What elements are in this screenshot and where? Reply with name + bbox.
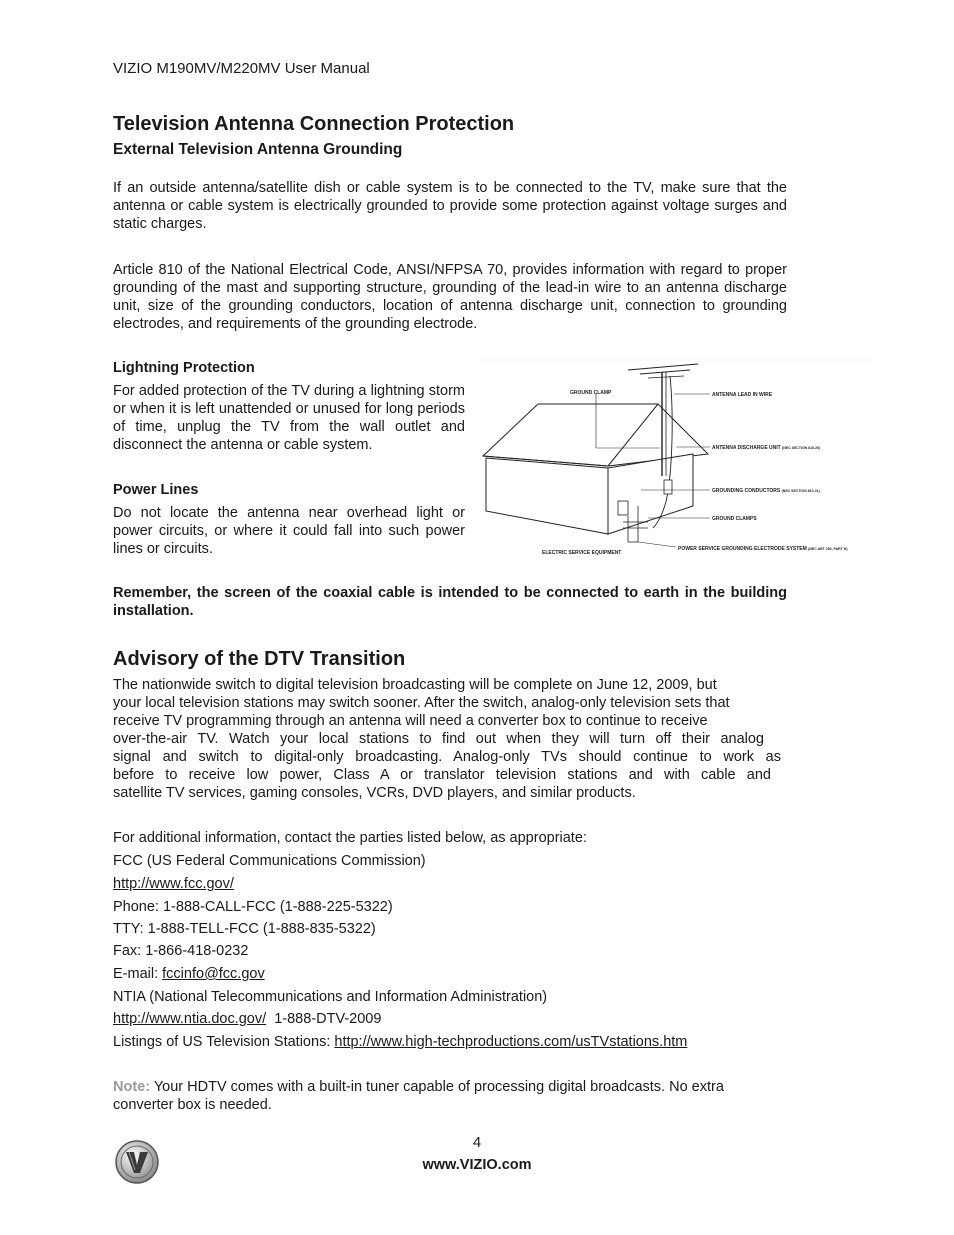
fcc-phone: Phone: 1-888-CALL-FCC (1-888-225-5322) xyxy=(113,899,393,915)
label-discharge-unit: ANTENNA DISCHARGE UNIT (NEC SECTION 810-20) xyxy=(712,445,821,451)
dtv-line: The nationwide switch to digital television broadcasting will be complete on June 12, 2009, but xyxy=(113,677,717,693)
section-subtitle-grounding: External Television Antenna Grounding xyxy=(113,141,403,158)
fcc-email-row xyxy=(113,965,265,983)
email-link[interactable]: fccinfo@fcc.gov xyxy=(162,966,265,982)
fcc-link[interactable]: http://www.fcc.gov/ xyxy=(113,876,234,892)
note-line xyxy=(113,1078,724,1096)
page-number: 4 xyxy=(472,1134,482,1151)
grounding-paragraph: If an outside antenna/satellite dish or cable system is to be connected to the TV, make sure that the antenna or cable system is electrically grounded to provide some protection against voltage surges and static charges. xyxy=(113,180,787,232)
dtv-line: before to receive low power, Class A or translator television stations and with cable and xyxy=(113,767,771,783)
fcc-name: FCC (US Federal Communications Commission) xyxy=(113,853,426,869)
ntia-phone: 1-888-DTV-2009 xyxy=(274,1011,382,1027)
fcc-fax: Fax: 1-866-418-0232 xyxy=(113,943,249,959)
contact-intro: For additional information, contact the parties listed below, as appropriate: xyxy=(113,830,587,846)
dtv-line: receive TV programming through an antenna will need a converter box to continue to receive xyxy=(113,713,708,729)
note-line-2: converter box is needed. xyxy=(113,1097,272,1113)
dtv-line: satellite TV services, gaming consoles, VCRs, DVD players, and similar products. xyxy=(113,785,636,801)
label-ground-clamp: GROUND CLAMP xyxy=(570,390,612,396)
section-title-antenna: Television Antenna Connection Protection xyxy=(113,113,515,135)
listings-link[interactable]: http://www.high-techproductions.com/usTVstations.htm xyxy=(334,1034,688,1050)
section-title-dtv: Advisory of the DTV Transition xyxy=(113,648,406,670)
email-label: E-mail: xyxy=(113,966,163,982)
dtv-line: signal and switch to digital-only broadcasting. Analog-only TVs should continue to work as xyxy=(113,749,781,765)
label-lead-in-wire: ANTENNA LEAD IN WIRE xyxy=(712,392,773,398)
fcc-tty: TTY: 1-888-TELL-FCC (1-888-835-5322) xyxy=(113,921,376,937)
power-lines-heading: Power Lines xyxy=(113,482,199,498)
dtv-line: your local television stations may switch sooner. After the switch, analog-only television sets that xyxy=(113,695,730,711)
note-text: Your HDTV comes with a built-in tuner capable of processing digital broadcasts. No extra xyxy=(150,1079,724,1095)
coaxial-earth-note: Remember, the screen of the coaxial cable is intended to be connected to earth in the building installation. xyxy=(113,585,787,619)
label-electric-service: ELECTRIC SERVICE EQUIPMENT xyxy=(542,550,622,556)
ntia-name: NTIA (National Telecommunications and Information Administration) xyxy=(113,989,548,1005)
listings-row xyxy=(113,1033,687,1051)
lightning-paragraph: For added protection of the TV during a lightning storm or when it is left unattended or unused for long periods of time, unplug the TV from the wall outlet and disconnect the antenna or cable system. xyxy=(113,383,465,453)
dtv-line: over-the-air TV. Watch your local stations to find out when they will turn off their analog xyxy=(113,731,764,747)
ntia-link[interactable]: http://www.ntia.doc.gov/ xyxy=(113,1011,267,1027)
ntia-row xyxy=(113,1010,381,1028)
antenna-grounding-diagram xyxy=(478,356,874,564)
label-grounding-conductors: GROUNDING CONDUCTORS (NEC SECTION 810-21) xyxy=(712,488,820,494)
lightning-heading: Lightning Protection xyxy=(113,360,255,376)
power-lines-paragraph: Do not locate the antenna near overhead light or power circuits, or where it could fall into such power lines or circuits. xyxy=(113,505,465,557)
manual-header: VIZIO M190MV/M220MV User Manual xyxy=(113,60,370,77)
article-810-paragraph: Article 810 of the National Electrical Code, ANSI/NFPSA 70, provides information with regard to proper grounding of the mast and supporting structure, grounding of the lead-in wire to an antenna discharge unit, size of the grounding conductors, location of antenna discharge unit, connection to grounding electrodes, and requirements of the grounding electrode. xyxy=(113,262,787,332)
listings-label: Listings of US Television Stations: xyxy=(113,1034,335,1050)
footer-website: www.VIZIO.com xyxy=(422,1157,532,1173)
label-ground-clamps: GROUND CLAMPS xyxy=(712,516,757,522)
note-label: Note: xyxy=(113,1079,151,1095)
label-power-service: POWER SERVICE GROUNDING ELECTRODE SYSTEM (NEC ART 250, PART H) xyxy=(678,546,848,552)
